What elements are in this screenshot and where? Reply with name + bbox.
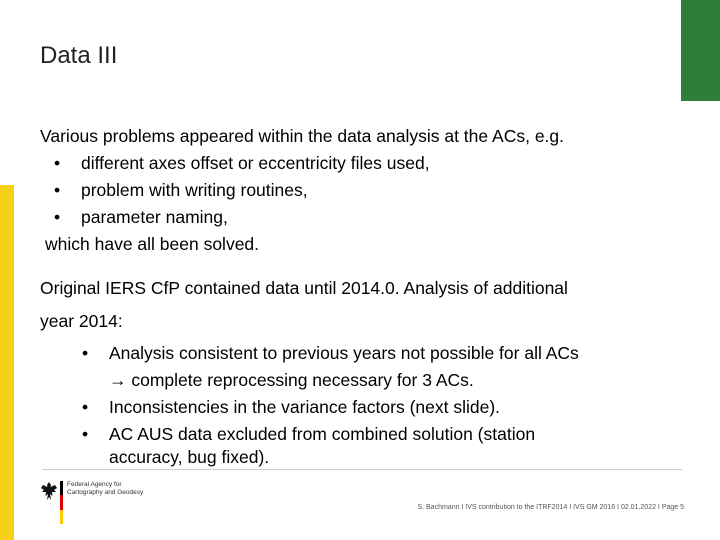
bullet-icon: • — [54, 207, 61, 227]
paragraph-2 — [40, 272, 680, 338]
list-item — [54, 204, 430, 231]
bullet-icon: • — [54, 180, 61, 200]
bullet-text: parameter naming, — [81, 207, 228, 227]
paragraph-1-intro: Various problems appeared within the data analysis at the ACs, e.g. — [40, 126, 565, 146]
bullet-text: AC AUS data excluded from combined solution (station — [109, 424, 536, 444]
list-item — [82, 421, 682, 448]
bullet-icon: • — [54, 153, 61, 173]
bullet-text: Analysis consistent to previous years not possible for all ACs — [109, 343, 579, 363]
bullet-continuation: accuracy, bug fixed). — [109, 447, 270, 467]
bullet-text: Inconsistencies in the variance factors (next slide). — [109, 397, 501, 417]
flag-stripe-black — [60, 481, 63, 495]
eagle-icon — [40, 481, 58, 501]
yellow-accent-bar — [0, 185, 14, 540]
paragraph-1-bullet-list — [54, 150, 430, 231]
agency-name-line-2: Cartography and Geodesy — [67, 488, 144, 496]
list-item — [82, 340, 682, 367]
list-item — [54, 177, 430, 204]
bullet-continuation: → complete reprocessing necessary for 3 ACs. — [109, 370, 474, 390]
agency-name — [67, 481, 143, 496]
flag-stripe-red — [60, 495, 63, 509]
paragraph-1-conclusion: which have all been solved. — [45, 234, 260, 254]
bullet-icon: • — [82, 424, 89, 444]
bullet-icon: • — [82, 343, 89, 363]
german-flag-stripe — [60, 481, 63, 524]
paragraph-2-bullet-list — [82, 340, 682, 466]
footer-divider — [42, 469, 682, 470]
list-item — [54, 150, 430, 177]
slide-title: Data III — [40, 42, 118, 69]
bullet-text: different axes offset or eccentricity files used, — [81, 153, 430, 173]
footer-text: S. Bachmann I IVS contribution to the ITRF2014 I IVS GM 2016 I 02.01.2022 I Page 5 — [417, 504, 684, 511]
list-item — [82, 394, 682, 421]
bullet-icon: • — [82, 397, 89, 417]
green-accent-bar — [681, 0, 720, 101]
bullet-text: problem with writing routines, — [81, 180, 308, 200]
paragraph-2-line-2: year 2014: — [40, 311, 123, 331]
agency-name-line-1: Federal Agency for — [67, 481, 122, 488]
flag-stripe-gold — [60, 510, 63, 524]
agency-logo — [40, 481, 150, 526]
paragraph-2-line-1: Original IERS CfP contained data until 2014.0. Analysis of additional — [40, 278, 568, 298]
